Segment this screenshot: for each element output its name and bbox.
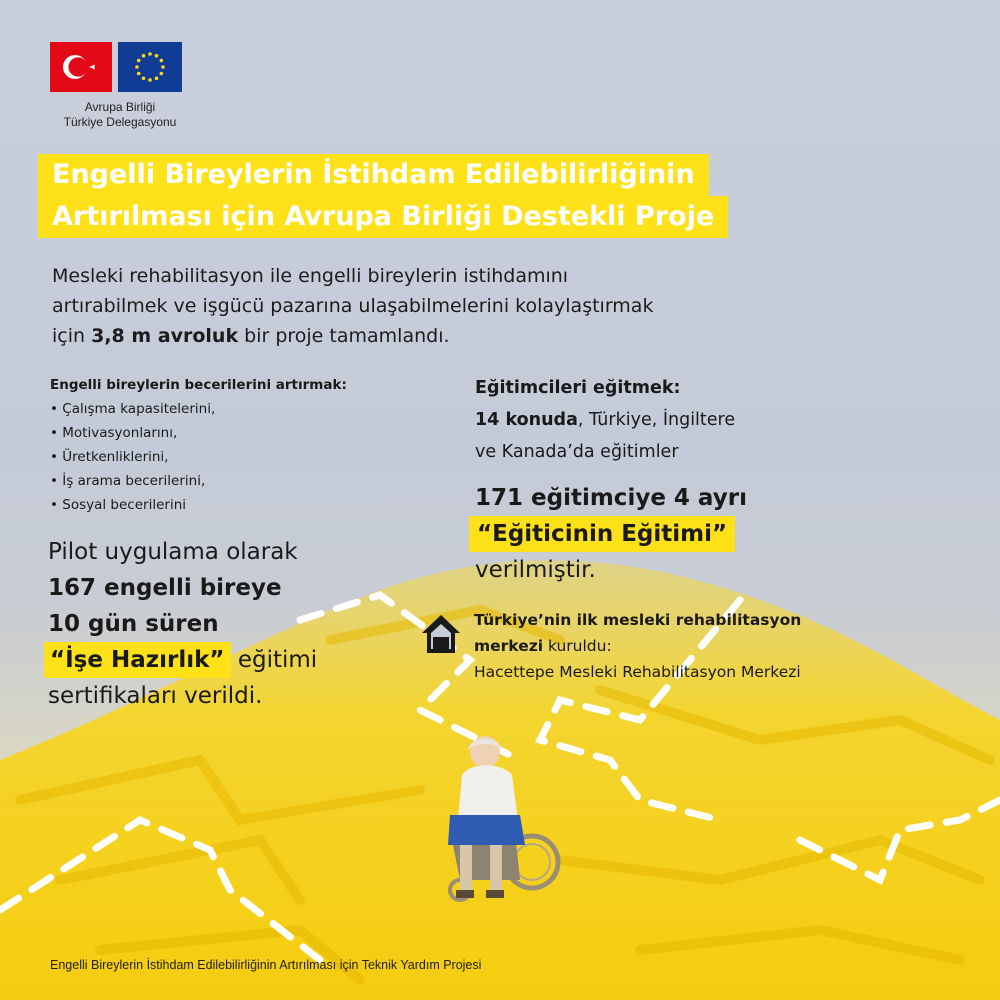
intro-suffix: bir proje tamamlandı. bbox=[238, 325, 450, 347]
intro-paragraph bbox=[52, 261, 752, 351]
list-item: • Çalışma kapasitelerini, bbox=[50, 397, 440, 421]
trainers-line3: ve Kanada’da eğitimler bbox=[475, 442, 679, 462]
rehab-center-section bbox=[474, 607, 944, 685]
pilot-line5: sertifikaları verildi. bbox=[48, 683, 263, 709]
intro-line2: artırabilmek ve işgücü pazarına ulaşabilmelerini kolaylaştırmak bbox=[52, 295, 654, 317]
stat-line1: 171 eğitimciye 4 ayrı bbox=[475, 485, 747, 511]
pilot-line1: Pilot uygulama olarak bbox=[48, 539, 298, 565]
title-line2: Artırılması için Avrupa Birliği Destekli Proje bbox=[38, 196, 728, 238]
list-item: • Sosyal becerilerini bbox=[50, 493, 440, 517]
list-item: • Motivasyonlarını, bbox=[50, 421, 440, 445]
intro-amount: 3,8 m avroluk bbox=[91, 325, 239, 347]
pilot-line2: 167 engelli bireye bbox=[48, 575, 282, 601]
pilot-section bbox=[48, 534, 317, 714]
skills-section bbox=[50, 373, 440, 517]
house-icon bbox=[420, 612, 462, 656]
center-bold2: merkezi bbox=[474, 637, 544, 655]
trainers-countries: , Türkiye, İngiltere bbox=[577, 410, 736, 430]
skills-list bbox=[50, 397, 440, 517]
intro-line1: Mesleki rehabilitasyon ile engelli bireylerin istihdamını bbox=[52, 265, 569, 287]
list-item: • Üretkenliklerini, bbox=[50, 445, 440, 469]
title-line1: Engelli Bireylerin İstihdam Edilebilirliğinin bbox=[38, 154, 709, 196]
wheelchair-figure bbox=[420, 730, 570, 920]
skills-heading: Engelli bireylerin becerilerini artırmak: bbox=[50, 377, 347, 393]
logo-line2: Türkiye Delegasyonu bbox=[63, 115, 177, 129]
pilot-highlight: “İşe Hazırlık” bbox=[44, 642, 231, 678]
center-rest2: kuruldu: bbox=[543, 637, 612, 655]
stat-highlight: “Eğiticinin Eğitimi” bbox=[469, 516, 735, 552]
logo-caption bbox=[50, 100, 190, 130]
pilot-line4-rest: eğitimi bbox=[230, 647, 318, 673]
intro-prefix: için bbox=[52, 325, 92, 347]
trainers-stat bbox=[475, 480, 747, 588]
trainers-section bbox=[475, 372, 895, 468]
center-line1: Türkiye’nin ilk mesleki rehabilitasyon bbox=[474, 611, 802, 629]
eu-flag-icon bbox=[118, 42, 182, 92]
trainers-topics: 14 konuda bbox=[475, 410, 578, 430]
intro-line3 bbox=[52, 321, 752, 351]
footer-text: Engelli Bireylerin İstihdam Edilebilirliğinin Artırılması için Teknik Yardım Projesi bbox=[50, 958, 482, 972]
list-item: • İş arama becerilerini, bbox=[50, 469, 440, 493]
trainers-line2 bbox=[475, 404, 895, 436]
pilot-line3: 10 gün süren bbox=[48, 611, 219, 637]
center-line3: Hacettepe Mesleki Rehabilitasyon Merkezi bbox=[474, 663, 801, 681]
logo-line1: Avrupa Birliği bbox=[84, 100, 156, 114]
trainers-heading: Eğitimcileri eğitmek: bbox=[475, 378, 681, 398]
stat-line3: verilmiştir. bbox=[475, 557, 596, 583]
turkey-flag-icon bbox=[50, 42, 112, 92]
